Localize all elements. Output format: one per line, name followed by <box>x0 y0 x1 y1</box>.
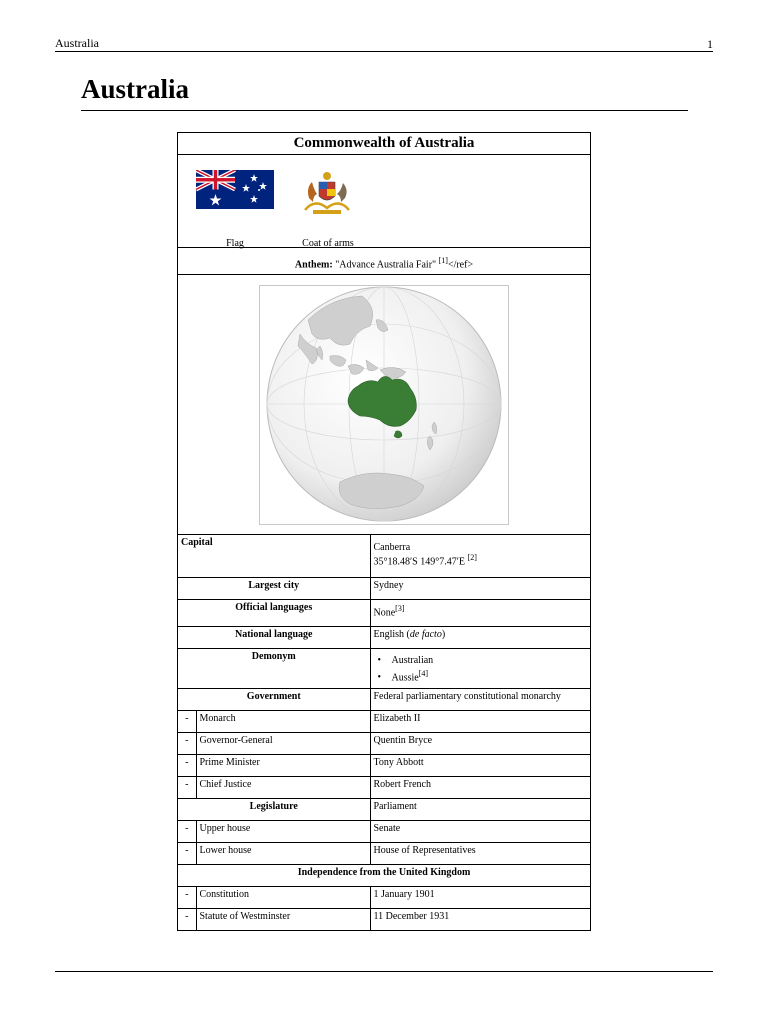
anthem-ref-tail: </ref> <box>447 259 474 271</box>
national-language-label: National language <box>178 626 370 648</box>
official-name[interactable]: Quentin Bryce <box>370 732 590 754</box>
official-name[interactable]: Tony Abbott <box>370 754 590 776</box>
national-language-italic[interactable]: de facto <box>409 628 442 640</box>
official-languages-label: Official languages <box>178 599 370 626</box>
capital-value <box>370 535 590 577</box>
anthem-ref[interactable]: [1] <box>438 256 448 265</box>
independence-row <box>178 886 590 908</box>
house-name[interactable]: House of Representatives <box>370 842 590 864</box>
official-name[interactable]: Elizabeth II <box>370 710 590 732</box>
infobox <box>177 132 591 931</box>
running-header-title: Australia <box>55 36 99 50</box>
page-number: 1 <box>707 37 713 51</box>
demonym-item-text: Australian <box>391 654 434 666</box>
dash-marker: - <box>178 732 196 754</box>
map-row <box>178 275 590 535</box>
coat-of-arms-icon[interactable] <box>299 168 355 218</box>
capital-city[interactable]: Canberra <box>373 542 411 553</box>
official-row <box>178 776 590 798</box>
government-label: Government <box>178 688 370 710</box>
official-role[interactable]: Chief Justice <box>196 776 370 798</box>
national-language-row <box>178 626 590 648</box>
independence-event[interactable]: Statute of Westminster <box>196 908 370 930</box>
independence-heading-row <box>178 864 590 886</box>
official-languages-value <box>370 599 590 626</box>
flag-caption: Flag <box>226 238 244 249</box>
legislature-row <box>178 798 590 820</box>
independence-date: 1 January 1901 <box>370 886 590 908</box>
largest-city-value[interactable]: Sydney <box>370 577 590 599</box>
independence-heading[interactable]: Independence from the United Kingdom <box>178 864 590 886</box>
demonym-item-text: Aussie <box>391 671 419 683</box>
capital-ref[interactable]: [2] <box>467 553 477 562</box>
official-role[interactable]: Governor-General <box>196 732 370 754</box>
official-role[interactable]: Prime Minister <box>196 754 370 776</box>
australian-flag-icon[interactable] <box>196 170 274 210</box>
anthem-value: "Advance Australia Fair" <box>335 259 439 271</box>
national-language-text[interactable]: English ( <box>373 628 410 640</box>
dash-marker: - <box>178 886 196 908</box>
orthographic-globe-map[interactable] <box>259 285 509 525</box>
capital-row <box>178 535 590 577</box>
demonym-row <box>178 648 590 688</box>
government-row <box>178 688 590 710</box>
independence-date: 11 December 1931 <box>370 908 590 930</box>
government-value[interactable]: Federal parliamentary constitutional monarchy <box>370 688 590 710</box>
footer-rule <box>55 971 713 972</box>
largest-city-row <box>178 577 590 599</box>
official-role[interactable]: Monarch <box>196 710 370 732</box>
capital-coords[interactable]: 35°18.48′S 149°7.47′E <box>373 556 468 568</box>
infobox-table <box>178 535 590 930</box>
house-row <box>178 842 590 864</box>
official-languages-ref[interactable]: [3] <box>395 603 405 613</box>
independence-row <box>178 908 590 930</box>
anthem-label: Anthem: <box>294 259 333 271</box>
demonym-item <box>378 667 588 684</box>
house-row <box>178 820 590 842</box>
infobox-symbols <box>178 155 590 248</box>
anthem-row <box>178 248 590 275</box>
coat-of-arms-caption: Coat of arms <box>302 238 354 249</box>
dash-marker: - <box>178 776 196 798</box>
demonym-label: Demonym <box>178 648 370 688</box>
national-language-value <box>370 626 590 648</box>
legislature-value[interactable]: Parliament <box>370 798 590 820</box>
house-role[interactable]: Upper house <box>196 820 370 842</box>
title-rule <box>81 110 688 111</box>
independence-event[interactable]: Constitution <box>196 886 370 908</box>
demonym-item <box>378 654 588 667</box>
capital-label: Capital <box>178 535 370 577</box>
demonym-list <box>374 654 588 684</box>
dash-marker: - <box>178 908 196 930</box>
dash-marker: - <box>178 820 196 842</box>
official-row <box>178 710 590 732</box>
official-name[interactable]: Robert French <box>370 776 590 798</box>
dash-marker: - <box>178 754 196 776</box>
house-name[interactable]: Senate <box>370 820 590 842</box>
infobox-caption: Commonwealth of Australia <box>178 133 590 155</box>
demonym-ref[interactable]: [4] <box>418 668 429 678</box>
house-role[interactable]: Lower house <box>196 842 370 864</box>
official-row <box>178 754 590 776</box>
demonym-value <box>370 648 590 688</box>
dash-marker: - <box>178 842 196 864</box>
official-row <box>178 732 590 754</box>
official-languages-text: None <box>373 606 396 618</box>
official-languages-row <box>178 599 590 626</box>
national-language-close: ) <box>441 628 446 640</box>
largest-city-label: Largest city <box>178 577 370 599</box>
page-title: Australia <box>81 74 189 104</box>
legislature-label: Legislature <box>178 798 370 820</box>
dash-marker: - <box>178 710 196 732</box>
running-header <box>55 36 713 52</box>
